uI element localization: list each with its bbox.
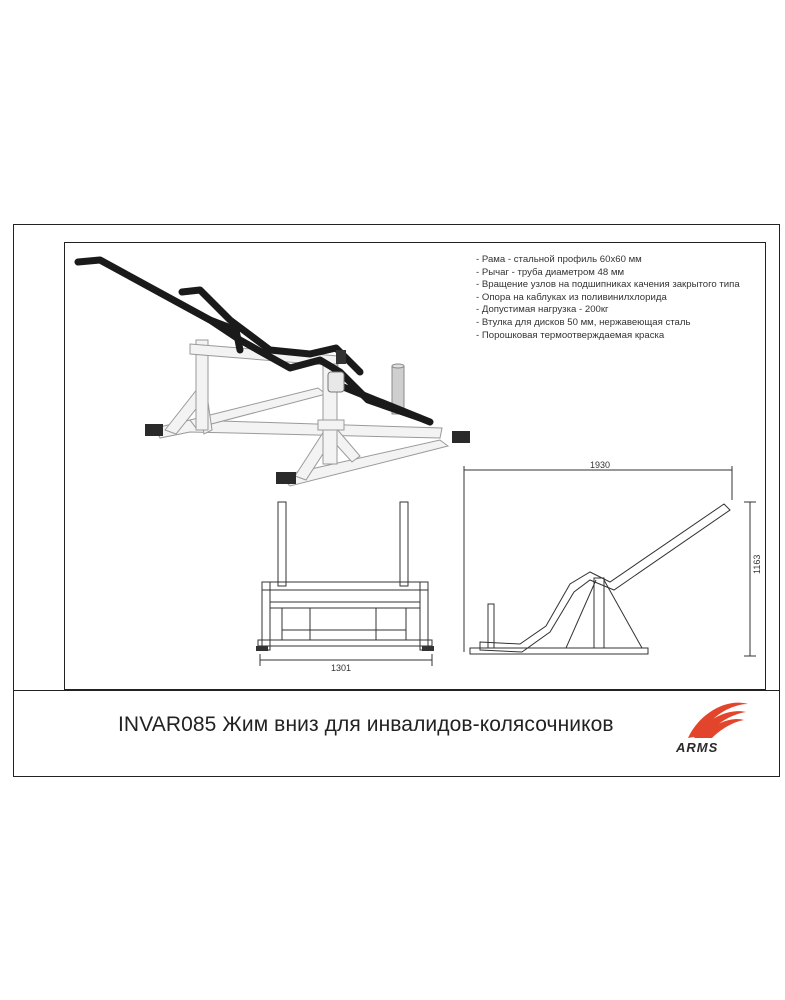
dimension-length: 1930 bbox=[590, 460, 611, 470]
dimension-height: 1163 bbox=[752, 554, 762, 574]
spec-item: - Рама - стальной профиль 60х60 мм bbox=[476, 254, 642, 265]
spec-item: - Рычаг - труба диаметром 48 мм bbox=[476, 266, 625, 278]
logo-text: ARMS bbox=[676, 740, 719, 755]
dimension-width: 1301 bbox=[331, 663, 352, 673]
spec-item: - Порошковая термоотверждаемая краска bbox=[476, 329, 665, 341]
product-title: INVAR085 Жим вниз для инвалидов-колясочников bbox=[118, 713, 614, 736]
spec-item: - Опора на каблуках из поливинилхлорида bbox=[476, 291, 667, 303]
spec-item: - Втулка для дисков 50 мм, нержавеющая сталь bbox=[476, 316, 691, 328]
spec-item: - Допустимая нагрузка - 200кг bbox=[476, 304, 609, 316]
spec-item: - Вращение узлов на подшипниках качения закрытого типа bbox=[476, 279, 740, 291]
